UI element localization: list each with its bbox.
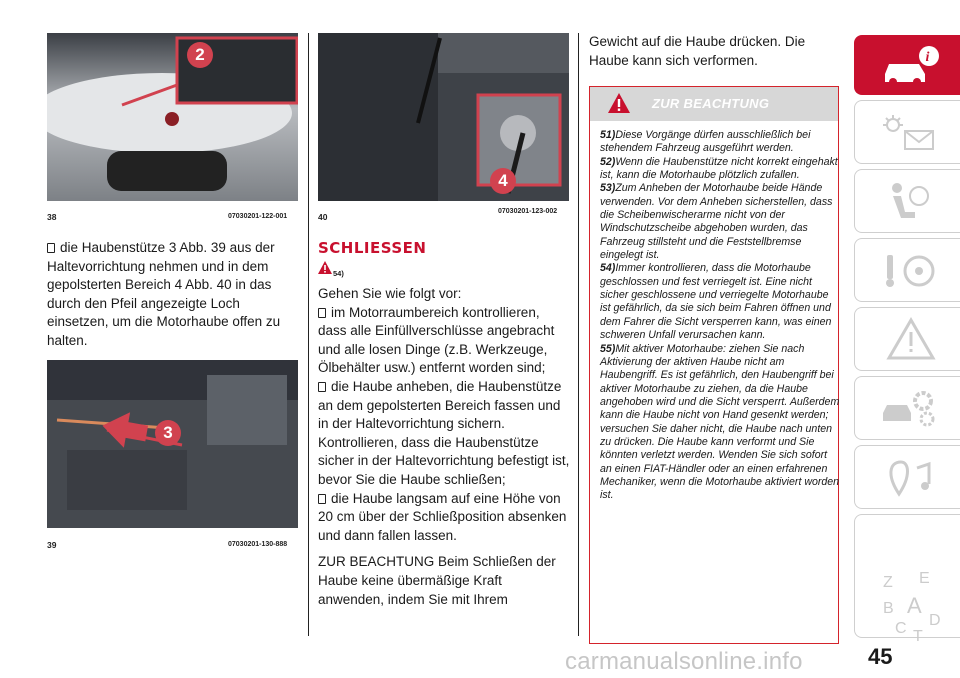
figure-38-code: 07030201-122-001 bbox=[228, 213, 288, 220]
note-text: ZUR BEACHTUNG Beim Schließen der Haube keine übermäßige Kraft anwenden, indem Sie mit Ihrem bbox=[318, 554, 556, 607]
side-tab-car-info[interactable] bbox=[854, 35, 960, 95]
figure-39-number: 39 bbox=[47, 540, 57, 550]
side-tab-emergency[interactable] bbox=[854, 307, 960, 371]
multimedia-icon bbox=[879, 454, 943, 502]
step-1: im Motorraumbereich kontrollieren, dass alle Einfüllverschlüsse angebracht und alle losen Dinge (z.B. Werkzeuge, Ölbehälter usw.) entfernt worden sind; bbox=[318, 304, 555, 376]
svg-text:E: E bbox=[919, 570, 930, 587]
warning-item-52: 52)Wenn die Haubenstütze nicht korrekt eingehakt ist, kann die Motorhaube plötzlich zufallen. bbox=[600, 155, 838, 182]
callout-2: 2 bbox=[187, 42, 213, 68]
paragraph-text: die Haubenstütze 3 Abb. 39 aus der Haltevorrichtung nehmen und in dem gepolsterten Bereich 4 Abb. 40 in das durch den Pfeil angezeigte Loch einsetzen, um die Motorhaube offen zu halten. bbox=[47, 240, 281, 348]
side-tab-multimedia[interactable] bbox=[854, 445, 960, 509]
warning-triangle-icon bbox=[608, 93, 630, 113]
figure-40-number: 40 bbox=[318, 212, 328, 222]
callout-3: 3 bbox=[155, 420, 181, 446]
side-tab-warning-lights[interactable] bbox=[854, 100, 960, 164]
step-3: die Haube langsam auf eine Höhe von 20 cm über der Schließposition absenken und dann fallen lassen. bbox=[318, 490, 567, 543]
car-info-icon bbox=[879, 44, 943, 88]
car-gears-icon bbox=[879, 385, 943, 433]
airbag-seat-icon bbox=[879, 178, 943, 226]
warning-title: ZUR BEACHTUNG bbox=[652, 96, 770, 111]
step-2: die Haube anheben, die Haubenstütze an dem gepolsterten Bereich fassen und in der Haltevorrichtung sichern. Kontrollieren, dass die Haubenstütze sicher in der Haltevorrichtung befestigt ist, bevor Sie die Haube schließen; bbox=[318, 378, 570, 487]
svg-text:B: B bbox=[883, 600, 894, 617]
warning-lights-icon bbox=[879, 109, 943, 157]
page-number: 45 bbox=[868, 644, 893, 669]
svg-text:i: i bbox=[925, 50, 930, 65]
checkbox-bullet-icon bbox=[318, 494, 326, 504]
section-title: SCHLIESSEN bbox=[318, 239, 427, 257]
index-letters-icon bbox=[879, 565, 949, 645]
svg-text:T: T bbox=[913, 628, 923, 645]
svg-text:C: C bbox=[895, 620, 907, 637]
figure-40-photo bbox=[318, 33, 569, 201]
svg-text:D: D bbox=[929, 612, 941, 629]
callout-4: 4 bbox=[490, 168, 516, 194]
watermark: carmanualsonline.info bbox=[565, 648, 803, 675]
side-tab-index[interactable] bbox=[854, 514, 960, 645]
figure-38-number: 38 bbox=[47, 212, 57, 222]
checkbox-bullet-icon bbox=[318, 308, 326, 318]
warning-triangle-icon bbox=[318, 261, 332, 274]
figure-40-code: 07030201-123-002 bbox=[498, 208, 558, 215]
figure-38-photo bbox=[47, 33, 298, 201]
warning-item-54: 54)Immer kontrollieren, dass die Motorhaube geschlossen und fest verriegelt ist. Eine nicht sicher geschlossene und verriegelte Motorhaube ist gefährlich, da sie sich beim Fahren öffnen und dem Fahrer die Sicht versperren kann, was einen schweren Unfall verursachen kann. bbox=[600, 262, 832, 342]
figure-39-photo bbox=[47, 360, 298, 528]
column-divider-2 bbox=[578, 33, 579, 636]
warning-box-header bbox=[590, 87, 838, 121]
road-warning-icon bbox=[879, 316, 943, 364]
warning-item-53: 53)Zum Anheben der Motorhaube beide Hände verwenden. Vor dem Anheben sicherstellen, dass die Scheibenwischerarme nicht von der Windschutzscheibe abgehoben wurden, das Fahrzeug stillsteht und die Feststellbremse eingelegt ist. bbox=[600, 182, 833, 262]
left-column-paragraph bbox=[47, 239, 299, 351]
side-tab-maintenance[interactable] bbox=[854, 376, 960, 440]
svg-text:A: A bbox=[907, 593, 922, 618]
intro-text: Gehen Sie wie folgt vor: bbox=[318, 286, 462, 301]
warning-reference: 54) bbox=[333, 269, 344, 278]
checkbox-bullet-icon bbox=[47, 243, 55, 253]
warning-list bbox=[600, 129, 840, 503]
column-divider-1 bbox=[308, 33, 309, 636]
checkbox-bullet-icon bbox=[318, 382, 326, 392]
right-column-top-text: Gewicht auf die Haube drücken. Die Haube kann sich verformen. bbox=[589, 34, 806, 68]
figure-39-code: 07030201-130-888 bbox=[228, 541, 288, 548]
middle-column-text bbox=[318, 285, 570, 609]
side-tab-safety[interactable] bbox=[854, 169, 960, 233]
side-tab-starting-driving[interactable] bbox=[854, 238, 960, 302]
steering-wheel-icon bbox=[879, 247, 943, 295]
svg-text:Z: Z bbox=[883, 574, 893, 591]
warning-box bbox=[589, 86, 839, 644]
warning-item-55: 55)Mit aktiver Motorhaube: ziehen Sie nach Aktivierung der aktiven Haube nicht am Haubengriff. Es ist gefährlich, den Haubengriff bei aktiver Motorhaube zu ziehen, da die Haube angehoben wird und die Sicht versperrt. Außerdem kann die Haube nicht von Hand gesenkt werden; versuchen Sie daher nicht, die Haube nach unten zu drücken. Die Haube kann verformt und Sie könnten verletzt werden. Wenden Sie sich sofort an einen FIAT-Händler oder an einen erfahrenen Mechaniker, wenn die Motorhaube aktiviert worden ist. bbox=[600, 342, 840, 502]
warning-item-51: 51)Diese Vorgänge dürfen ausschließlich bei stehendem Fahrzeug ausgeführt werden. bbox=[600, 129, 811, 155]
